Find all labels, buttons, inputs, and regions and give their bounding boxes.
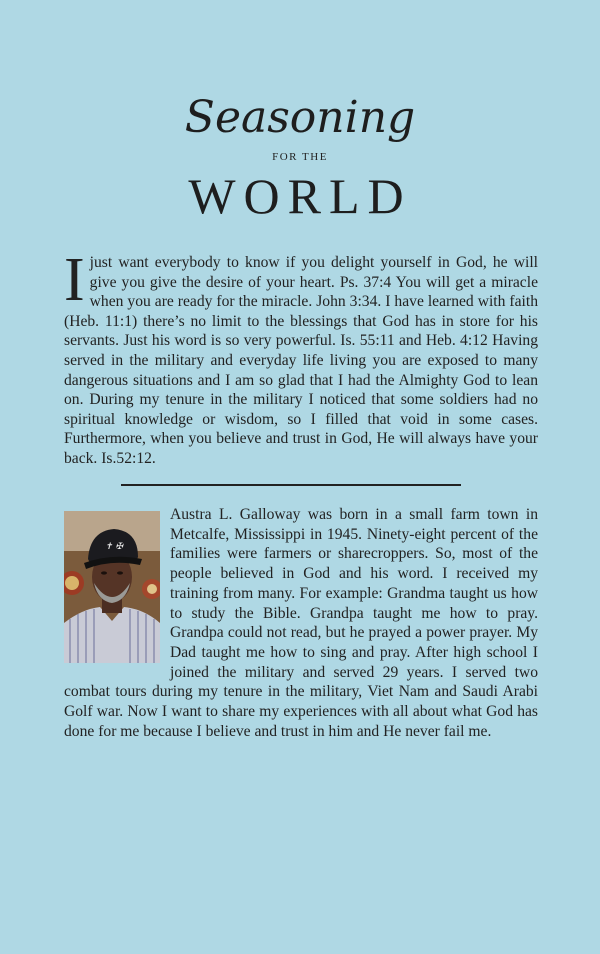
drop-cap: I bbox=[64, 246, 85, 314]
bio-text: Austra L. Galloway was born in a small farm town in Metcalfe, Mississippi in 1945. Ninety-eight percent of the families were farmers or sharecroppers. So, most of the people believed in God and his word. I received my training from many. For example: Grandma taught us how to study the Bible. Grandpa taught me how to pray. Grandpa could not read, but he prayed a power prayer. My Dad taught me how to sing and pray. After high school I joined the military and served 29 years. I served two combat tours during my tenure in the military, Viet Nam and Saudi Arabi Golf war. Now I want to share my experiences with all about what God has done for me because I believe and trust in him and He never fail me. bbox=[64, 506, 538, 740]
title-for-the: FOR THE bbox=[272, 151, 328, 163]
title-script-word bbox=[0, 80, 600, 152]
script-word-text: Seasoning bbox=[184, 92, 416, 143]
title-world: WORLD bbox=[188, 168, 412, 224]
intro-text: just want everybody to know if you delight yourself in God, he will give you give the desire of your heart. Ps. 37:4 You will get a miracle when you are ready for the miracle. John 3:34. I have learned with faith (Heb. 11:1) there’s no limit to the blessings that God has in store for his servants. Just his word is so very powerful. Is. 55:11 and Heb. 4:12 Having served in the military and everyday life living you are exposed to many dangerous situations and I am so glad that I had the Almighty God to lean on. During my tenure in the military I noticed that some soldiers had no spiritual knowledge or wisdom, so I filled that void in some cases. Furthermore, when you believe and trust in God, He will always have your back. Is.52:12. bbox=[64, 254, 538, 467]
author-photo bbox=[64, 511, 160, 663]
intro-paragraph bbox=[64, 246, 538, 469]
author-bio bbox=[64, 505, 538, 741]
svg-text:✝ ✠: ✝ ✠ bbox=[105, 542, 123, 552]
section-divider bbox=[121, 484, 461, 486]
